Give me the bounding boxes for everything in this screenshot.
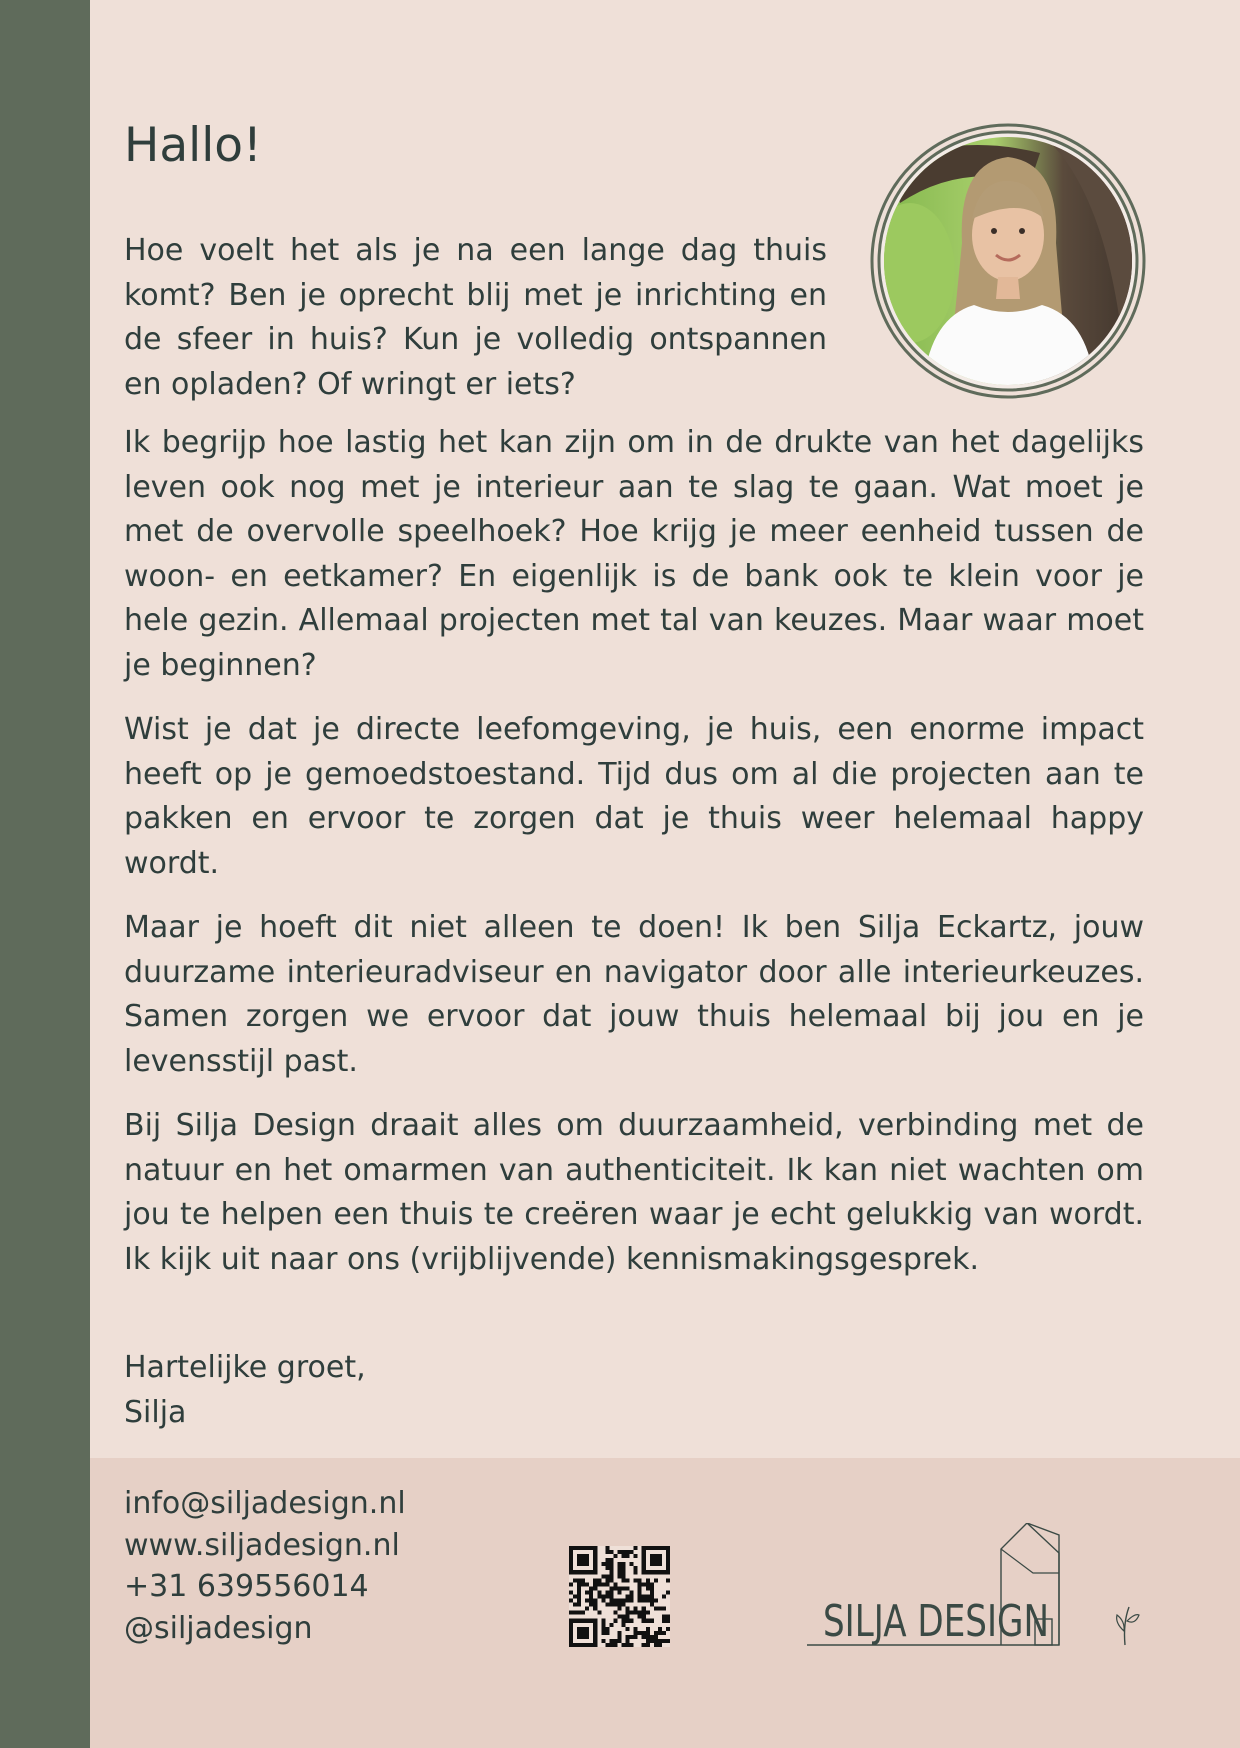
qr-code-icon[interactable]: [569, 1546, 670, 1647]
greeting-heading: Hallo!: [124, 118, 262, 173]
email-link[interactable]: info@siljadesign.nl: [124, 1486, 406, 1521]
logo-wordmark: SILJA DESIGN: [823, 1596, 1049, 1647]
signature-name: Silja: [124, 1395, 187, 1430]
social-handle[interactable]: @siljadesign: [124, 1610, 313, 1646]
contact-block: [124, 1483, 406, 1649]
house-logo-icon: [805, 1523, 1145, 1648]
body-paragraph: Ik begrijp hoe lastig het kan zijn om in de drukte van het dagelijks leven ook nog met je interieur aan te slag te gaan. Wat moet je met de overvolle speelhoek? Hoe krijg je meer eenheid tussen de woon- en eetkamer? En eigenlijk is de bank ook te klein voor je hele gezin. Allemaal projecten met tal van keuzes. Maar waar moet je beginnen?: [124, 425, 1144, 683]
website-link[interactable]: www.siljadesign.nl: [124, 1527, 400, 1563]
body-paragraph: Wist je dat je directe leefomgeving, je huis, een enorme impact heeft op je gemoedstoestand. Tijd dus om al die projecten aan te pakken en ervoor te zorgen dat je thuis weer helemaal happy wordt.: [124, 712, 1144, 881]
body-paragraph: Bij Silja Design draait alles om duurzaamheid, verbinding met de natuur en het omarmen van authenticiteit. Ik kan niet wachten om jou te helpen een thuis te creëren waar je echt gelukkig van wordt. Ik kijk uit naar ons (vrijblijvende) kennismakingsgesprek.: [124, 1108, 1144, 1277]
closing-line: Hartelijke groet,: [124, 1350, 366, 1385]
body-paragraph: Maar je hoeft dit niet alleen te doen! Ik ben Silja Eckartz, jouw duurzame interieuradviseur en navigator door alle interieurkeuzes. Samen zorgen we ervoor dat jouw thuis helemaal bij jou en je levensstijl past.: [124, 910, 1144, 1079]
side-accent-bar: [0, 0, 90, 1748]
intro-paragraph: Hoe voelt het als je na een lange dag thuis komt? Ben je oprecht blij met je inrichting en de sfeer in huis? Kun je volledig ontspannen en opladen? Of wringt er iets?: [124, 233, 827, 402]
sign-off: [124, 1345, 366, 1435]
phone-number[interactable]: +31 639556014: [124, 1569, 369, 1604]
portrait-photo: [870, 123, 1146, 399]
